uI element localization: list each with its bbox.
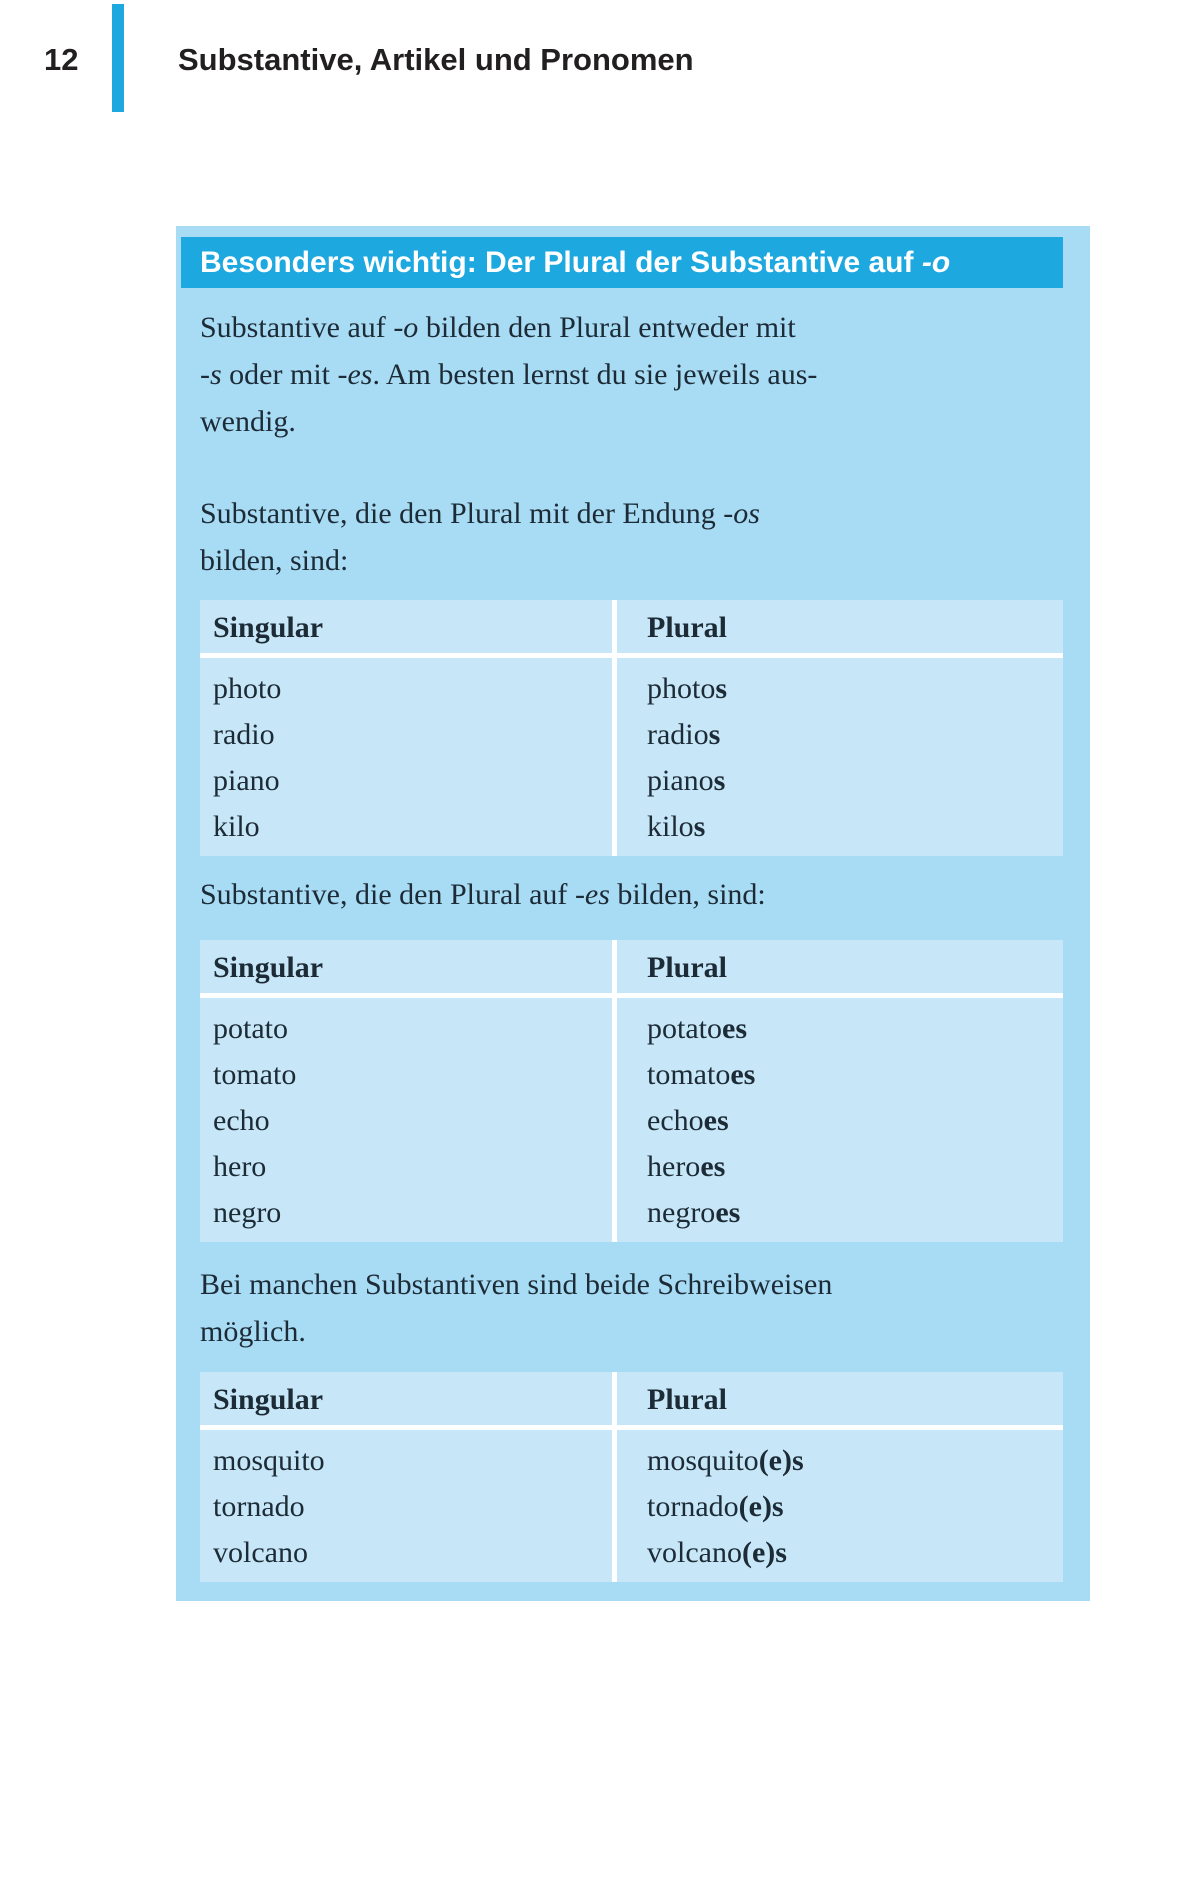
page-number: 12 xyxy=(44,42,79,77)
plural-column xyxy=(612,658,1063,856)
singular-word xyxy=(213,1144,612,1190)
plural-column xyxy=(612,1430,1063,1582)
text-segment: echo xyxy=(647,1104,704,1137)
text-segment: bilden, sind: xyxy=(200,544,349,577)
text-segment: -os xyxy=(723,497,760,530)
text-segment: kilo xyxy=(213,810,260,843)
text-segment: volcano xyxy=(213,1536,308,1569)
singular-word xyxy=(213,1438,612,1484)
text-segment: negro xyxy=(213,1196,282,1229)
text-segment: Substantive, die den Plural mit der Endung xyxy=(200,497,724,530)
text-segment: Substantive, die den Plural auf xyxy=(200,878,575,911)
text-segment: -o xyxy=(393,311,419,344)
header-divider-line xyxy=(200,653,1063,658)
text-segment: Substantive auf xyxy=(200,311,394,344)
plural-word xyxy=(647,1006,1063,1052)
text-segment: oder mit xyxy=(221,358,338,391)
text-segment: potato xyxy=(647,1012,722,1045)
paragraph xyxy=(200,304,1090,445)
text-segment: s xyxy=(713,764,726,797)
info-box xyxy=(176,226,1090,1601)
text-segment: radio xyxy=(213,718,275,751)
text-segment: tomato xyxy=(213,1058,297,1091)
text-segment: es xyxy=(722,1012,747,1045)
plural-word xyxy=(647,1190,1063,1236)
singular-word xyxy=(213,1484,612,1530)
text-segment: möglich. xyxy=(200,1315,306,1348)
plural-word xyxy=(647,712,1063,758)
text-line xyxy=(200,398,1090,445)
text-line xyxy=(200,537,1090,584)
plural-word xyxy=(647,758,1063,804)
plural-column xyxy=(612,998,1063,1242)
text-segment: s xyxy=(715,672,728,705)
singular-column xyxy=(200,1430,612,1582)
singular-plural-table xyxy=(200,1372,1063,1582)
text-segment: mosquito xyxy=(647,1444,759,1477)
text-segment: mosquito xyxy=(213,1444,325,1477)
text-segment: potato xyxy=(213,1012,288,1045)
table-header-plural: Plural xyxy=(647,951,727,984)
header-divider-bar xyxy=(112,4,124,112)
text-segment: volcano xyxy=(647,1536,742,1569)
singular-word xyxy=(213,1006,612,1052)
info-box-title xyxy=(181,237,1063,288)
singular-plural-table xyxy=(200,940,1063,1242)
text-segment: es xyxy=(700,1150,726,1183)
text-segment: tornado xyxy=(647,1490,739,1523)
text-segment: hero xyxy=(647,1150,701,1183)
paragraph xyxy=(200,490,1090,584)
text-segment: s xyxy=(693,810,706,843)
text-segment: piano xyxy=(213,764,280,797)
plural-word xyxy=(647,804,1063,850)
text-segment: negro xyxy=(647,1196,716,1229)
singular-column xyxy=(200,998,612,1242)
paragraph xyxy=(200,1261,1090,1355)
table-header-singular: Singular xyxy=(213,611,324,644)
singular-column xyxy=(200,658,612,856)
text-line xyxy=(200,871,1090,918)
text-segment: kilo xyxy=(647,810,694,843)
text-segment: echo xyxy=(213,1104,270,1137)
plural-word xyxy=(647,1438,1063,1484)
text-segment: (e)s xyxy=(738,1490,784,1523)
singular-plural-table xyxy=(200,600,1063,856)
info-box-body xyxy=(176,288,1090,1582)
table-header-singular: Singular xyxy=(213,951,324,984)
text-segment: . Am besten lernst du sie jeweils aus- xyxy=(372,358,818,391)
plural-word xyxy=(647,666,1063,712)
plural-word xyxy=(647,1098,1063,1144)
table-header-plural: Plural xyxy=(647,611,727,644)
text-segment: photo xyxy=(213,672,282,705)
text-segment: -o xyxy=(921,246,951,279)
text-segment: -es xyxy=(574,878,610,911)
plural-word xyxy=(647,1530,1063,1576)
header-divider-line xyxy=(200,1425,1063,1430)
text-segment: bilden, sind: xyxy=(609,878,766,911)
plural-word xyxy=(647,1484,1063,1530)
text-segment: wendig. xyxy=(200,405,296,438)
text-line xyxy=(200,351,1090,398)
singular-word xyxy=(213,666,612,712)
chapter-title: Substantive, Artikel und Pronomen xyxy=(178,42,694,77)
singular-word xyxy=(213,712,612,758)
singular-word xyxy=(213,1052,612,1098)
singular-word xyxy=(213,758,612,804)
singular-word xyxy=(213,1530,612,1576)
plural-word xyxy=(647,1144,1063,1190)
text-segment: tomato xyxy=(647,1058,731,1091)
plural-word xyxy=(647,1052,1063,1098)
text-line xyxy=(200,1261,1090,1308)
header-divider-line xyxy=(200,993,1063,998)
singular-word xyxy=(213,804,612,850)
text-segment: es xyxy=(703,1104,729,1137)
text-segment: radio xyxy=(647,718,709,751)
text-segment: photo xyxy=(647,672,716,705)
text-segment: (e)s xyxy=(758,1444,804,1477)
text-segment: s xyxy=(708,718,721,751)
table-header-plural: Plural xyxy=(647,1383,727,1416)
text-segment: piano xyxy=(647,764,714,797)
paragraph xyxy=(200,871,1090,918)
table-header-singular: Singular xyxy=(213,1383,324,1416)
text-segment: -s xyxy=(200,358,222,391)
text-segment: es xyxy=(715,1196,741,1229)
text-segment: Bei manchen Substantiven sind beide Schreibweisen xyxy=(200,1268,833,1301)
text-segment: (e)s xyxy=(741,1536,787,1569)
text-line xyxy=(200,1308,1090,1355)
text-segment: bilden den Plural entweder mit xyxy=(418,311,796,344)
text-line xyxy=(200,490,1090,537)
text-segment: Besonders wichtig: Der Plural der Substantive auf xyxy=(200,246,922,279)
text-segment: tornado xyxy=(213,1490,305,1523)
singular-word xyxy=(213,1190,612,1236)
text-line xyxy=(200,304,1090,351)
text-segment: -es xyxy=(337,358,373,391)
text-segment: es xyxy=(730,1058,756,1091)
text-segment: hero xyxy=(213,1150,267,1183)
singular-word xyxy=(213,1098,612,1144)
